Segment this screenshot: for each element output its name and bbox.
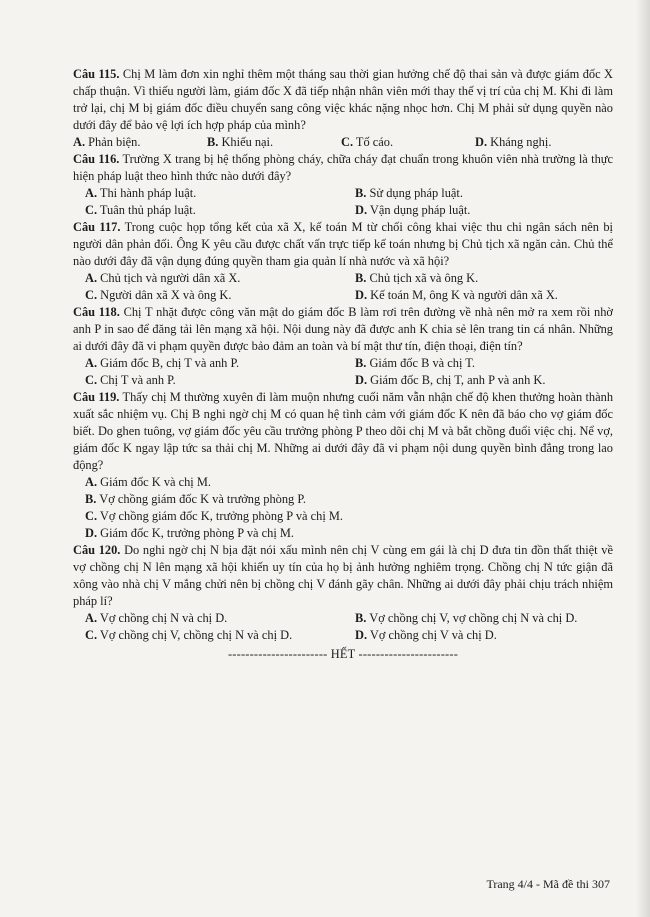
question-block (73, 219, 613, 304)
answer-option (343, 355, 613, 372)
answer-option (73, 474, 613, 491)
question-text (73, 304, 613, 355)
option-text: Giám đốc K và chị M. (100, 475, 211, 489)
option-letter: D. (85, 526, 98, 540)
option-text: Chị T và anh P. (100, 373, 176, 387)
option-text: Thi hành pháp luật. (99, 186, 197, 200)
option-text: Vận dụng pháp luật. (369, 203, 471, 217)
option-letter: B. (355, 186, 367, 200)
answer-option (343, 610, 613, 627)
option-text: Vợ chồng chị V và chị D. (369, 628, 497, 642)
option-text: Tố cáo. (355, 135, 394, 149)
option-text: Vợ chồng chị N và chị D. (99, 611, 228, 625)
option-letter: C. (85, 509, 98, 523)
question-body: Trong cuộc họp tổng kết của xã X, kế toán M từ chối công khai việc thu chi ngân sách nên bị người dân phản đối. Ông K yêu cầu được chất vấn trực tiếp kế toán nhưng bị Chủ tịch xã ngăn cản. Chủ thể nào dưới đây đã vận dụng đúng quyền tham gia quản lí nhà nước và xã hội? (73, 220, 613, 268)
option-text: Giám đốc B, chị T và anh P. (100, 356, 240, 370)
option-text: Chủ tịch và người dân xã X. (100, 271, 241, 285)
option-text: Vợ chồng chị V, vợ chồng chị N và chị D. (369, 611, 578, 625)
question-body: Do nghi ngờ chị N bịa đặt nói xấu mình nên chị V cùng em gái là chị D đưa tin đồn thất thiệt về vợ chồng chị N lên mạng xã hội khiến uy tín của họ bị ảnh hưởng nghiêm trọng. Chồng chị N tức giận đã xông vào nhà chị V mắng chửi nên bị chồng chị V đánh gãy chân. Những ai dưới đây phải chịu trách nhiệm pháp lí? (73, 543, 613, 608)
option-letter: C. (85, 373, 98, 387)
answer-option (475, 134, 609, 151)
answer-option (73, 270, 343, 287)
option-letter: B. (85, 492, 97, 506)
answer-option (73, 491, 613, 508)
answer-option (73, 287, 343, 304)
option-letter: A. (73, 135, 86, 149)
question-block (73, 389, 613, 542)
answer-options (73, 610, 613, 644)
question-body: Trường X trang bị hệ thống phòng cháy, chữa cháy đạt chuẩn trong khuôn viên nhà trường là thực hiện pháp luật theo hình thức nào dưới đây? (73, 152, 613, 183)
answer-option (343, 270, 613, 287)
option-text: Giám đốc B và chị T. (369, 356, 476, 370)
question-block (73, 304, 613, 389)
question-label: Câu 115. (73, 67, 120, 81)
question-body: Chị M làm đơn xin nghỉ thêm một tháng sau thời gian hưởng chế độ thai sản và được giám đốc X chấp thuận. Vì thiếu người làm, giám đốc X đã tiếp nhận nhân viên mới thay thế vị trí của chị M. Khi đi làm trở lại, chị M bị giám đốc điều chuyển sang công việc khác nặng nhọc hơn. Chị M phải sử dụng quyền nào dưới đây để bảo vệ lợi ích hợp pháp của mình? (73, 67, 613, 132)
question-label: Câu 118. (73, 305, 120, 319)
answer-option (343, 627, 613, 644)
question-text (73, 389, 613, 474)
option-letter: C. (85, 288, 98, 302)
option-text: Kháng nghị. (490, 135, 552, 149)
option-letter: B. (355, 611, 367, 625)
question-text (73, 151, 613, 185)
option-letter: A. (85, 356, 98, 370)
option-letter: A. (85, 611, 98, 625)
answer-option (207, 134, 341, 151)
answer-options (73, 185, 613, 219)
option-letter: C. (85, 628, 98, 642)
answer-option (343, 372, 613, 389)
question-label: Câu 117. (73, 220, 121, 234)
question-label: Câu 119. (73, 390, 120, 404)
option-letter: D. (355, 288, 368, 302)
option-letter: D. (475, 135, 488, 149)
answer-option (73, 202, 343, 219)
option-text: Giám đốc K, trưởng phòng P và chị M. (100, 526, 294, 540)
question-text (73, 542, 613, 610)
option-letter: A. (85, 271, 98, 285)
answer-option (343, 185, 613, 202)
question-block (73, 542, 613, 644)
answer-option (341, 134, 475, 151)
option-letter: A. (85, 186, 98, 200)
question-label: Câu 120. (73, 543, 121, 557)
question-body: Thấy chị M thường xuyên đi làm muộn nhưng cuối năm vẫn nhận chế độ khen thưởng hoàn thành xuất sắc nhiệm vụ. Chị B nghi ngờ chị M có quan hệ tình cảm với giám đốc K nên đã báo cho vợ giám đốc biết. Do ghen tuông, vợ giám đốc yêu cầu trưởng phòng P theo dõi chị M và bắt chồng đuổi việc chị. Nể vợ, giám đốc K ngay lập tức sa thải chị M. Những ai dưới đây đã vi phạm nội dung quyền bình đẳng trong lao động? (73, 390, 614, 472)
option-text: Vợ chồng chị V, chồng chị N và chị D. (99, 628, 293, 642)
option-text: Chủ tịch xã và ông K. (369, 271, 479, 285)
option-letter: C. (85, 203, 98, 217)
option-text: Vợ chồng giám đốc K, trưởng phòng P và chị M. (99, 509, 343, 523)
answer-option (73, 372, 343, 389)
option-text: Giám đốc B, chị T, anh P và anh K. (370, 373, 546, 387)
answer-option (343, 202, 613, 219)
answer-option (73, 525, 613, 542)
answer-options (73, 474, 613, 542)
answer-option (73, 627, 343, 644)
end-marker: ----------------------- HẾT ----------------------- (227, 647, 459, 661)
option-text: Sử dụng pháp luật. (369, 186, 463, 200)
option-letter: D. (355, 628, 368, 642)
option-text: Tuân thủ pháp luật. (99, 203, 196, 217)
page-footer: Trang 4/4 - Mã đề thi 307 (486, 877, 610, 891)
question-list (73, 66, 613, 663)
option-text: Phản biện. (88, 135, 141, 149)
option-text: Người dân xã X và ông K. (100, 288, 232, 302)
question-body: Chị T nhặt được công văn mật do giám đốc B làm rơi trên đường về nhà nên mở ra xem rồi nhờ anh P in sao để đăng tải lên mạng xã hội. Nội dung này đã được anh K chia sẻ lên trang tin cá nhân. Những ai dưới đây đã vi phạm quyền được bảo đảm an toàn và bí mật thư tín, điện thoại, điện tín? (73, 305, 613, 353)
option-letter: D. (355, 203, 368, 217)
answer-option (73, 610, 343, 627)
option-letter: B. (207, 135, 219, 149)
answer-option (343, 287, 613, 304)
answer-option (73, 508, 613, 525)
option-letter: B. (355, 271, 367, 285)
option-text: Khiếu nại. (221, 135, 274, 149)
option-letter: C. (341, 135, 354, 149)
question-label: Câu 116. (73, 152, 120, 166)
answer-option (73, 134, 207, 151)
option-text: Kế toán M, ông K và người dân xã X. (370, 288, 558, 302)
option-text: Vợ chồng giám đốc K và trưởng phòng P. (99, 492, 306, 506)
question-block (73, 151, 613, 219)
scan-shadow (636, 0, 650, 917)
option-letter: D. (355, 373, 368, 387)
answer-option (73, 185, 343, 202)
answer-options (73, 134, 613, 151)
answer-options (73, 355, 613, 389)
option-letter: B. (355, 356, 367, 370)
question-block (73, 66, 613, 151)
question-text (73, 66, 613, 134)
question-text (73, 219, 613, 270)
option-letter: A. (85, 475, 98, 489)
answer-option (73, 355, 343, 372)
answer-options (73, 270, 613, 304)
